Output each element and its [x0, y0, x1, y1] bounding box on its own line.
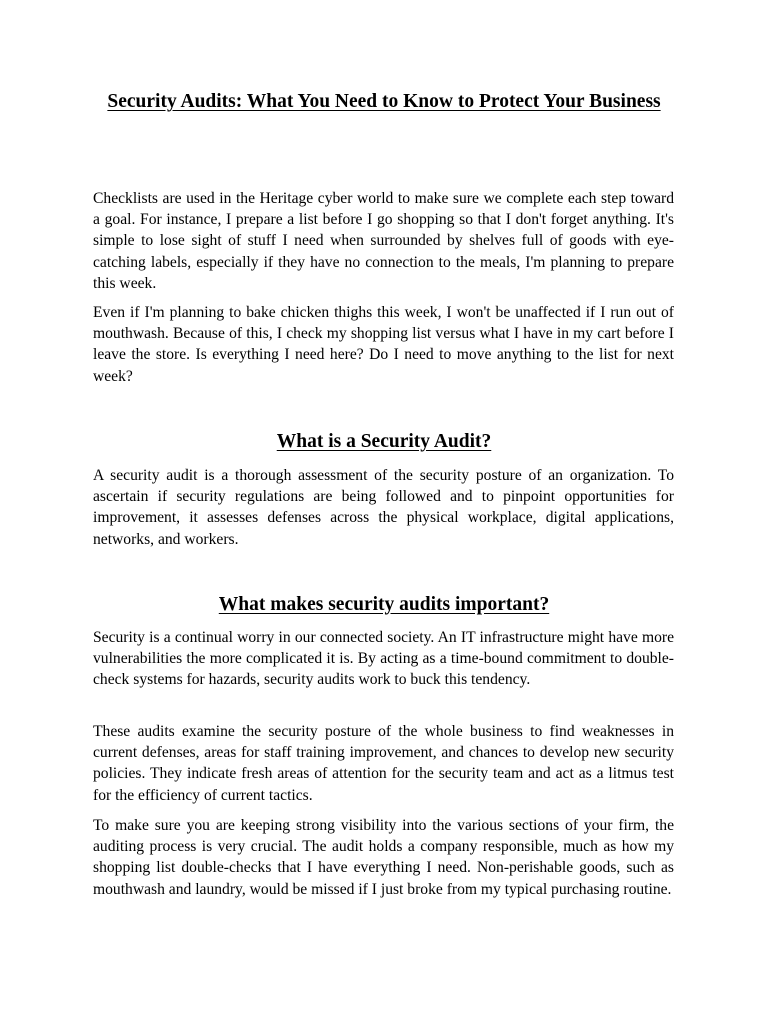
intro-paragraph-2: Even if I'm planning to bake chicken thighs this week, I won't be unaffected if I run out of mouthwash. Because of this, I check my shopping list versus what I have in my cart before I leave the store. Is everything I need here? Do I need to move anything to the list for next week? — [93, 304, 674, 385]
intro-paragraph-1: Checklists are used in the Heritage cyber world to make sure we complete each step toward a goal. For instance, I prepare a list before I go shopping so that I don't forget anything. It's simple to lose sight of stuff I need when surrounded by shelves full of goods with eye-catching labels, especially if they have no connection to the meals, I'm planning to prepare this week. — [93, 190, 674, 292]
document-title: Security Audits: What You Need to Know to Protect Your Business — [107, 91, 661, 112]
section-heading-why-important: What makes security audits important? — [218, 594, 550, 615]
section-2-paragraph-1: Security is a continual worry in our connected society. An IT infrastructure might have more vulnerabilities the more complicated it is. By acting as a time-bound commitment to double-check systems for hazards, security audits work to buck this tendency. — [93, 629, 674, 689]
section-2-paragraph-2: These audits examine the security posture of the whole business to find weaknesses in current defenses, areas for staff training improvement, and chances to develop new security policies. They indicate fresh areas of attention for the security team and act as a litmus test for the efficiency of current tactics. — [93, 723, 674, 804]
section-heading-what-is-audit: What is a Security Audit? — [276, 431, 492, 452]
section-2-paragraph-3: To make sure you are keeping strong visibility into the various sections of your firm, the auditing process is very crucial. The audit holds a company responsible, much as how my shopping list double-checks that I have everything I need. Non-perishable goods, such as mouthwash and laundry, would be missed if I just broke from my typical purchasing routine. — [93, 817, 674, 898]
section-1-paragraph-1: A security audit is a thorough assessment of the security posture of an organization. To ascertain if security regulations are being followed and to pinpoint opportunities for improvement, it assesses defenses across the physical workplace, digital applications, networks, and workers. — [93, 467, 674, 548]
